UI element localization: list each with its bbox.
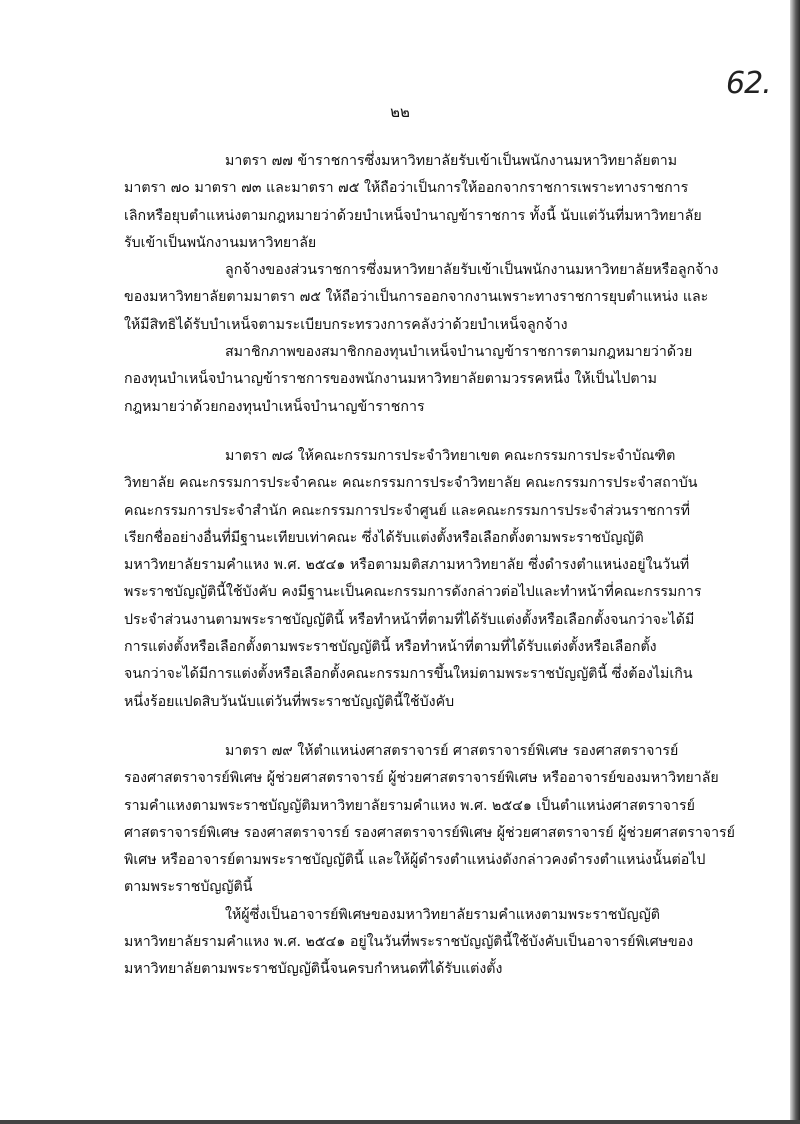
paragraph-gap bbox=[124, 716, 684, 738]
text-line: มาตรา ๗๘ ให้คณะกรรมการประจำวิทยาเขต คณะกรรมการประจำบัณฑิต bbox=[225, 447, 676, 464]
text-line: มหาวิทยาลัยรามคำแหง พ.ศ. ๒๕๔๑ หรือตามมติสภามหาวิทยาลัย ซึ่งดำรงตำแหน่งอยู่ในวันที่ bbox=[124, 557, 690, 574]
scan-edge-right bbox=[790, 0, 800, 1124]
text-line: ของมหาวิทยาลัยตามมาตรา ๗๕ ให้ถือว่าเป็นการออกจากงานเพราะทางราชการยุบตำแหน่ง และ bbox=[124, 289, 709, 306]
text-line: ตามพระราชบัญญัตินี้ bbox=[124, 879, 253, 896]
text-line: วิทยาลัย คณะกรรมการประจำคณะ คณะกรรมการประจำวิทยาลัย คณะกรรมการประจำสถาบัน bbox=[124, 475, 698, 492]
document-body bbox=[124, 148, 735, 984]
text-line: จนกว่าจะได้มีการแต่งตั้งหรือเลือกตั้งคณะกรรมการขึ้นใหม่ตามพระราชบัญญัตินี้ ซึ่งต้องไม่เกิน bbox=[124, 666, 693, 683]
text-line: พิเศษ หรืออาจารย์ตามพระราชบัญญัตินี้ และให้ผู้ดำรงตำแหน่งดังกล่าวคงดำรงตำแหน่งนั้นต่อไป bbox=[124, 852, 706, 869]
text-line: รามคำแหงตามพระราชบัญญัติมหาวิทยาลัยรามคำแหง พ.ศ. ๒๕๔๑ เป็นตำแหน่งศาสตราจารย์ bbox=[124, 797, 695, 814]
text-line: รองศาสตราจารย์พิเศษ ผู้ช่วยศาสตราจารย์ ผู้ช่วยศาสตราจารย์พิเศษ หรืออาจารย์ของมหาวิทยาลัย bbox=[124, 770, 719, 787]
section-77-para-1 bbox=[124, 148, 702, 257]
text-line: รับเข้าเป็นพนักงานมหาวิทยาลัย bbox=[124, 234, 317, 251]
section-77-para-2 bbox=[124, 257, 719, 339]
text-line: มาตรา ๗๐ มาตรา ๗๓ และมาตรา ๗๕ ให้ถือว่าเป็นการให้ออกจากราชการเพราะทางราชการ bbox=[124, 180, 689, 197]
text-line: ประจำส่วนงานตามพระราชบัญญัตินี้ หรือทำหน้าที่ตามที่ได้รับแต่งตั้งหรือเลือกตั้งจนกว่าจะได้มี bbox=[124, 611, 695, 628]
text-line: เลิกหรือยุบตำแหน่งตามกฎหมายว่าด้วยบำเหน็จบำนาญข้าราชการ ทั้งนี้ นับแต่วันที่มหาวิทยาลัย bbox=[124, 207, 702, 224]
text-line: หนึ่งร้อยแปดสิบวันนับแต่วันที่พระราชบัญญัตินี้ใช้บังคับ bbox=[124, 693, 455, 710]
text-line: คณะกรรมการประจำสำนัก คณะกรรมการประจำศูนย์ และคณะกรรมการประจำส่วนราชการที่ bbox=[124, 502, 690, 519]
text-line: กฎหมายว่าด้วยกองทุนบำเหน็จบำนาญข้าราชการ bbox=[124, 398, 425, 415]
text-line: การแต่งตั้งหรือเลือกตั้งตามพระราชบัญญัตินี้ หรือทำหน้าที่ตามที่ได้รับแต่งตั้งหรือเลือกตั้ง bbox=[124, 639, 657, 656]
text-line: เรียกชื่ออย่างอื่นที่มีฐานะเทียบเท่าคณะ ซึ่งได้รับแต่งตั้งหรือเลือกตั้งตามพระราชบัญญัติ bbox=[124, 529, 644, 546]
text-line: ให้ผู้ซึ่งเป็นอาจารย์พิเศษของมหาวิทยาลัยรามคำแหงตามพระราชบัญญัติ bbox=[225, 906, 660, 923]
section-77-para-3 bbox=[124, 339, 693, 421]
section-79-para-1 bbox=[124, 738, 735, 902]
text-line: ให้มีสิทธิได้รับบำเหน็จตามระเบียบกระทรวงการคลังว่าด้วยบำเหน็จลูกจ้าง bbox=[124, 316, 568, 333]
text-line: ลูกจ้างของส่วนราชการซึ่งมหาวิทยาลัยรับเข้าเป็นพนักงานมหาวิทยาลัยหรือลูกจ้าง bbox=[225, 262, 719, 279]
section-79-para-2 bbox=[124, 902, 694, 984]
section-78 bbox=[124, 443, 702, 716]
scan-edge-bottom bbox=[0, 1120, 800, 1124]
text-line: มาตรา ๗๗ ข้าราชการซึ่งมหาวิทยาลัยรับเข้าเป็นพนักงานมหาวิทยาลัยตาม bbox=[225, 153, 678, 169]
paragraph-gap bbox=[124, 421, 684, 443]
text-line: สมาชิกภาพของสมาชิกกองทุนบำเหน็จบำนาญข้าราชการตามกฎหมายว่าด้วย bbox=[225, 344, 693, 361]
text-line: มหาวิทยาลัยตามพระราชบัญญัตินี้จนครบกำหนดที่ได้รับแต่งตั้ง bbox=[124, 961, 503, 978]
text-line: ศาสตราจารย์พิเศษ รองศาสตราจารย์ รองศาสตราจารย์พิเศษ ผู้ช่วยศาสตราจารย์ ผู้ช่วยศาสตราจารย์ bbox=[124, 824, 735, 841]
text-line: มหาวิทยาลัยรามคำแหง พ.ศ. ๒๕๔๑ อยู่ในวันที่พระราชบัญญัตินี้ใช้บังคับเป็นอาจารย์พิเศษของ bbox=[124, 934, 694, 951]
text-line: กองทุนบำเหน็จบำนาญข้าราชการของพนักงานมหาวิทยาลัยตามวรรคหนึ่ง ให้เป็นไปตาม bbox=[124, 371, 657, 388]
text-line: มาตรา ๗๙ ให้ตำแหน่งศาสตราจารย์ ศาสตราจารย์พิเศษ รองศาสตราจารย์ bbox=[225, 742, 679, 759]
page-number: ๒๒ bbox=[390, 103, 410, 121]
handwritten-page-number: 62. bbox=[726, 66, 771, 101]
text-line: พระราชบัญญัตินี้ใช้บังคับ คงมีฐานะเป็นคณะกรรมการดังกล่าวต่อไปและทำหน้าที่คณะกรรมการ bbox=[124, 584, 702, 601]
